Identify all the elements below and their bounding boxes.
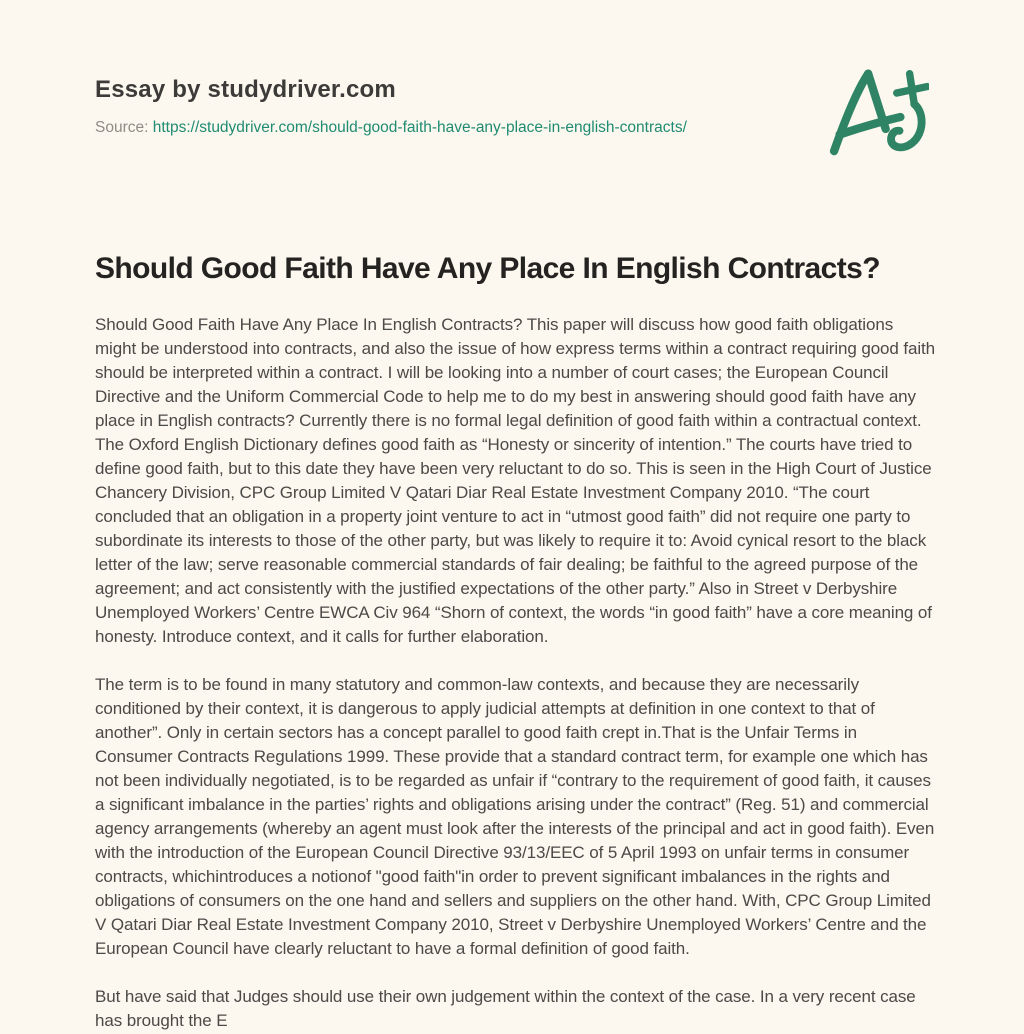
essay-paragraph-1: Should Good Faith Have Any Place In English Contracts? This paper will discuss how good faith obligations might be understood into contracts, and also the issue of how express terms within a contract requiring good faith should be interpreted within a contract. I will be looking into a number of court cases; the European Council Directive and the Uniform Commercial Code to help me to do my best in answering should good faith have any place in English contracts? Currently there is no formal legal definition of good faith within a contractual context. The Oxford English Dictionary defines good faith as “Honesty or sincerity of intention.” The courts have tried to define good faith, but to this date they have been very reluctant to do so. This is seen in the High Court of Justice Chancery Division, CPC Group Limited V Qatari Diar Real Estate Investment Company 2010. “The court concluded that an obligation in a property joint venture to act in “utmost good faith” did not require one party to subordinate its interests to those of the other party, but was likely to require it to: Avoid cynical resort to the black letter of the law; serve reasonable commercial standards of fair dealing; be faithful to the agreed purpose of the agreement; and act consistently with the justified expectations of the other party.” Also in Street v Derbyshire Unemployed Workers’ Centre EWCA Civ 964 “Shorn of context, the words “in good faith” have a core meaning of honesty. Introduce context, and it calls for further elaboration. <box>95 315 936 646</box>
a-plus-logo-glyph <box>823 60 929 162</box>
essay-paragraph-2: The term is to be found in many statutory and common-law contexts, and because they are necessarily conditioned by their context, it is dangerous to apply judicial attempts at definition in one context to that of another”. Only in certain sectors has a concept parallel to good faith crept in.That is the Unfair Terms in Consumer Contracts Regulations 1999. These provide that a standard contract term, for example one which has not been individually negotiated, is to be regarded as unfair if “contrary to the requirement of good faith, it causes a significant imbalance in the parties’ rights and obligations arising under the contract” (Reg. 51) and commercial agency arrangements (whereby an agent must look after the interests of the principal and act in good faith). Even with the introduction of the European Council Directive 93/13/EEC of 5 April 1993 on unfair terms in consumer contracts, whichintroduces a notionof "good faith"in order to prevent significant imbalances in the rights and obligations of consumers on the one hand and sellers and suppliers on the other hand. With, CPC Group Limited V Qatari Diar Real Estate Investment Company 2010, Street v Derbyshire Unemployed Workers’ Centre and the European Council have clearly reluctant to have a formal definition of good faith. <box>95 675 935 958</box>
essay-title: Should Good Faith Have Any Place In English Contracts? <box>95 252 880 285</box>
essay-content <box>95 252 935 1034</box>
page-header <box>95 0 929 200</box>
source-label: Source: <box>95 119 149 136</box>
essay-paragraph-3: But have said that Judges should use their own judgement within the context of the case. In a very recent case has brought the E <box>95 987 916 1030</box>
a-plus-logo-icon <box>823 60 929 162</box>
source-link[interactable]: https://studydriver.com/should-good-faith-have-any-place-in-english-contracts/ <box>152 119 687 136</box>
site-title: Essay by studydriver.com <box>95 76 396 103</box>
source-line <box>95 119 929 137</box>
